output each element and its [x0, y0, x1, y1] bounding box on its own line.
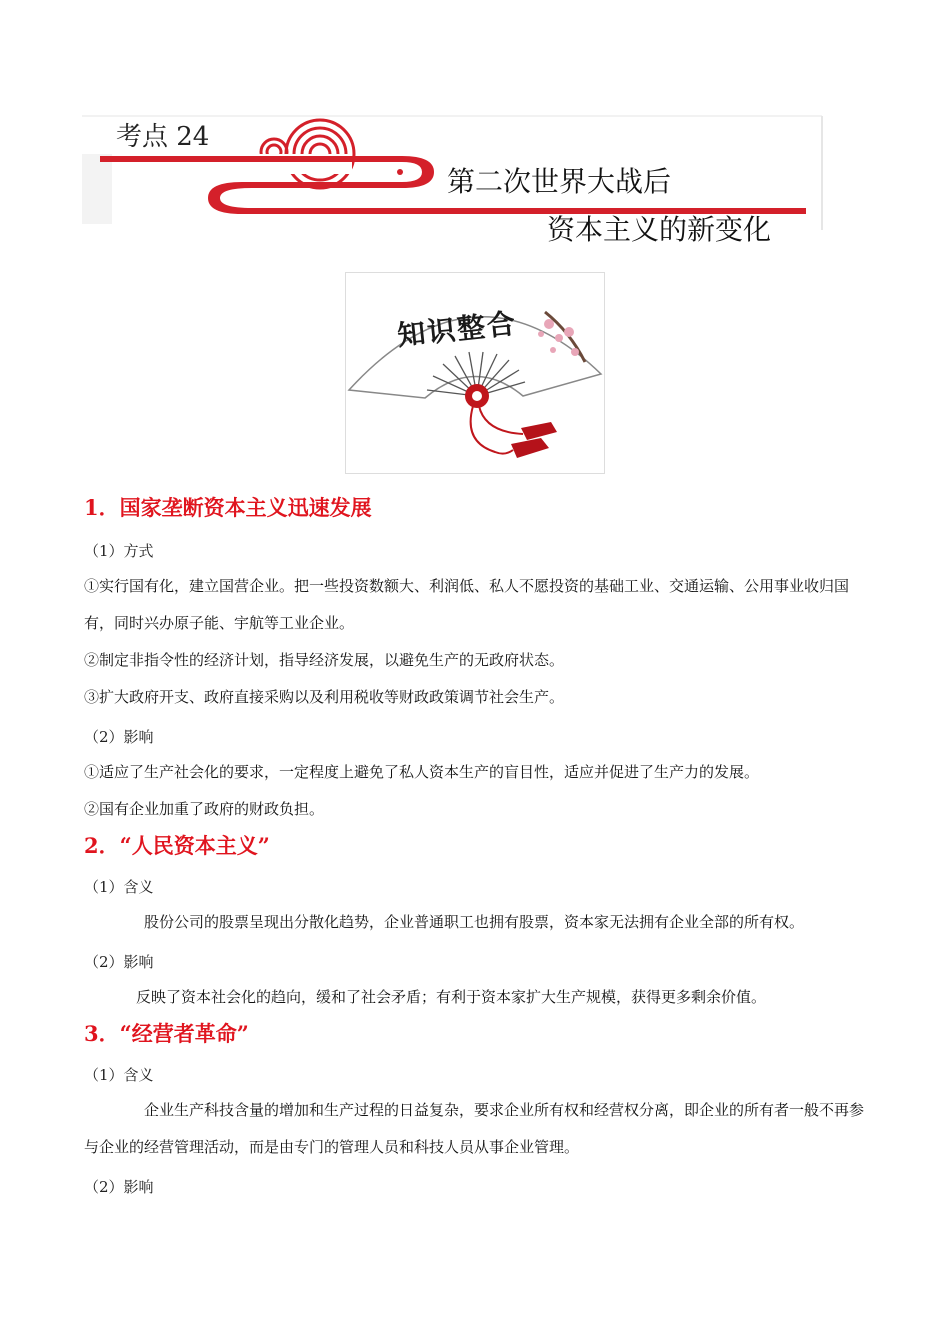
section-1-para-1: ①实行国有化，建立国营企业。把一些投资数额大、利润低、私人不愿投资的基础工业、交通运输、公用事业收归国有，同时兴办原子能、宇航等工业企业。 — [84, 577, 850, 632]
title-line-2: 资本主义的新变化 — [547, 213, 772, 246]
title-line-1: 第二次世界大战后 — [447, 165, 672, 198]
section-1-para-4: ①适应了生产社会化的要求，一定程度上避免了私人资本生产的盲目性，适应并促进了生产力的发展。 — [84, 763, 760, 781]
kaodian-label: 考点 24 — [116, 122, 210, 152]
section-1-para-2: ②制定非指令性的经济计划，指导经济发展，以避免生产的无政府状态。 — [84, 651, 565, 669]
document-body — [84, 490, 868, 1204]
section-1-sub-1: （1）方式 — [84, 542, 154, 560]
section-2-para-2: 反映了资本社会化的趋向，缓和了社会矛盾；有利于资本家扩大生产规模，获得更多剩余价值。 — [136, 988, 767, 1006]
section-2-para-1: 股份公司的股票呈现出分散化趋势，企业普通职工也拥有股票，资本家无法拥有企业全部的所有权。 — [144, 913, 805, 931]
section-2-heading: 2．“人民资本主义” — [84, 833, 270, 858]
fan-label: 知识整合 — [395, 306, 519, 353]
section-2 — [84, 828, 868, 1016]
section-1-para-5: ②国有企业加重了政府的财政负担。 — [84, 800, 325, 818]
section-3-heading: 3．“经营者革命” — [84, 1021, 249, 1046]
section-2-sub-1: （1）含义 — [84, 878, 154, 896]
fan-icon — [345, 272, 605, 474]
section-3 — [84, 1016, 868, 1200]
section-1-heading: 1．国家垄断资本主义迅速发展 — [84, 495, 372, 520]
section-1-sub-2: （2）影响 — [84, 728, 154, 746]
section-2-sub-2: （2）影响 — [84, 953, 154, 971]
knowledge-fan-image — [345, 272, 605, 474]
section-1 — [84, 490, 868, 828]
section-3-para-1: 企业生产科技含量的增加和生产过程的日益复杂，要求企业所有权和经营权分离，即企业的所有者一般不再参与企业的经营管理活动，而是由专门的管理人员和科技人员从事企业管理。 — [84, 1101, 865, 1156]
section-3-sub-1: （1）含义 — [84, 1066, 154, 1084]
section-3-sub-2: （2）影响 — [84, 1178, 154, 1196]
header-banner — [82, 114, 824, 246]
section-1-para-3: ③扩大政府开支、政府直接采购以及利用税收等财政政策调节社会生产。 — [84, 688, 565, 706]
